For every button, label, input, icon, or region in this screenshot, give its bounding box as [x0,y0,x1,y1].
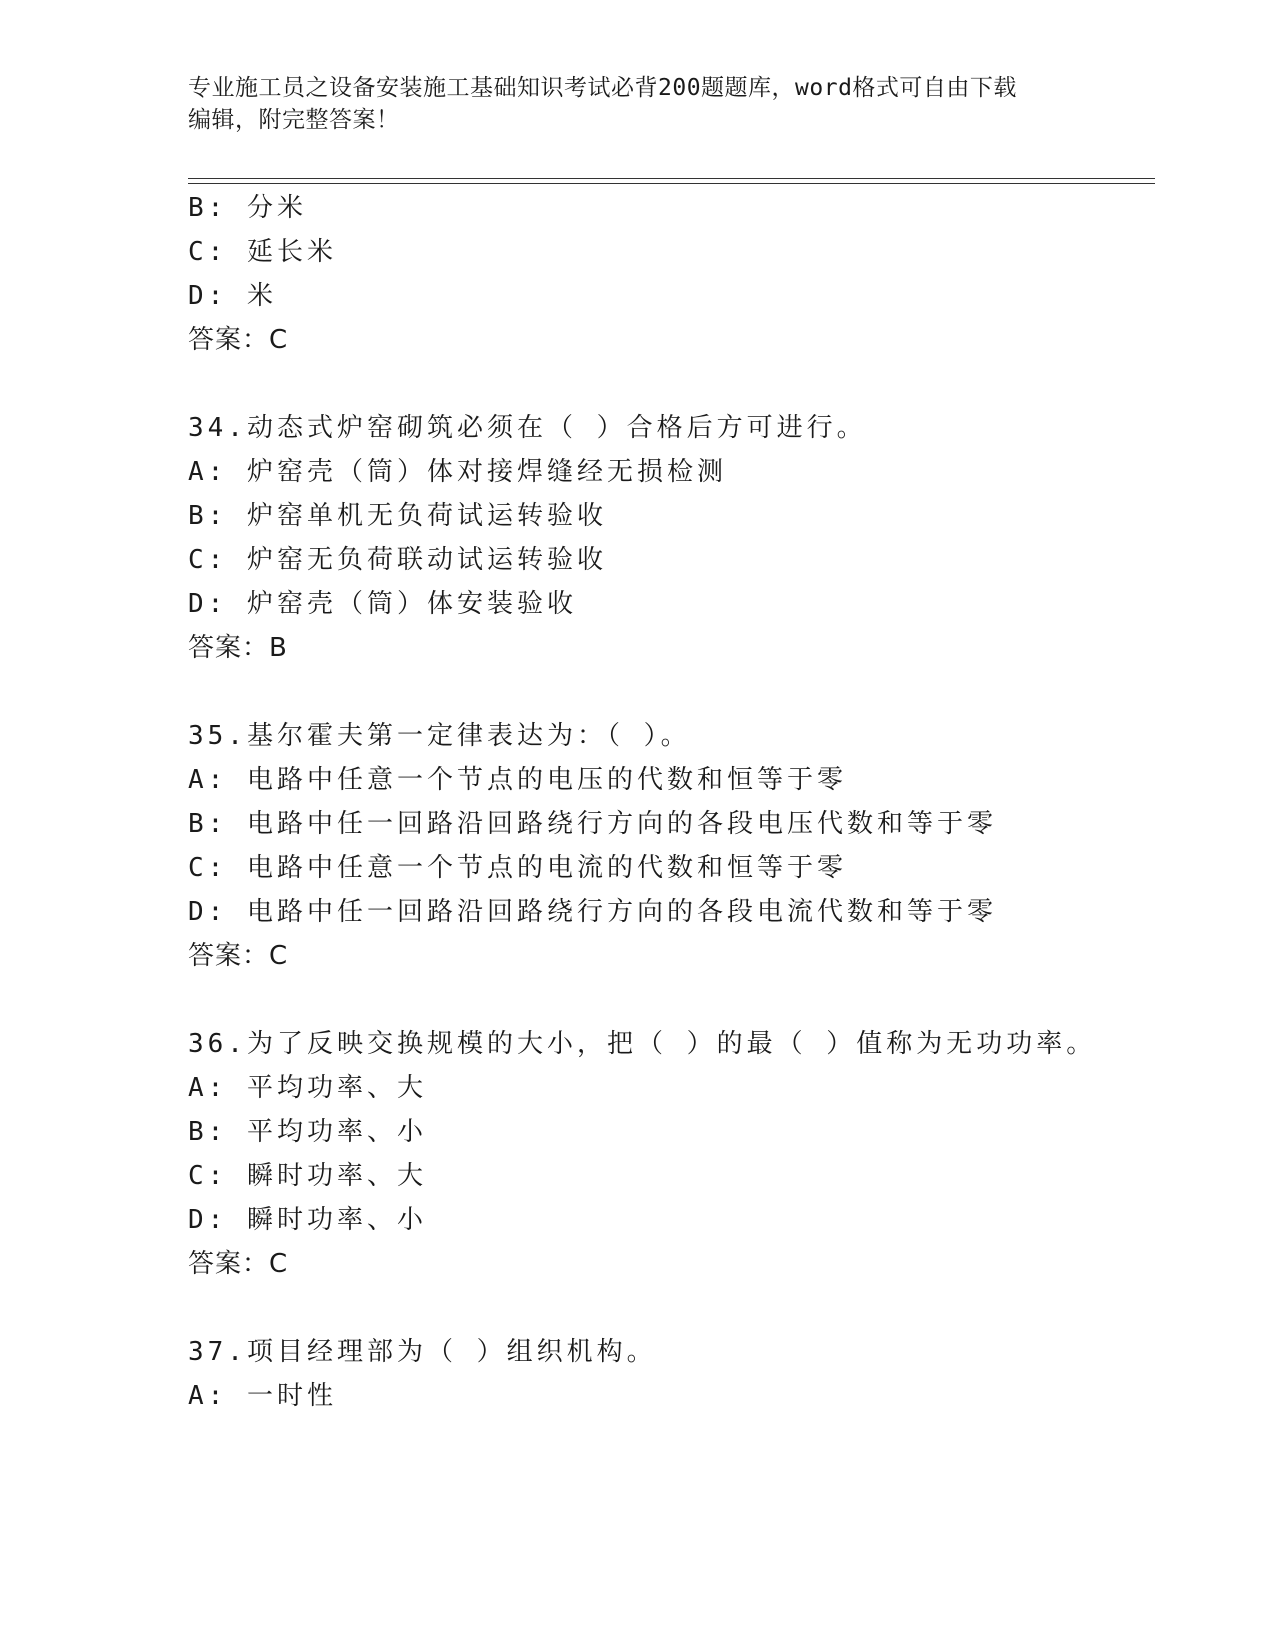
q36-question: 36.为了反映交换规模的大小，把（ ）的最（ ）值称为无功功率。 [188,1029,1097,1059]
q36-answer: 答案：C [188,1249,289,1279]
q35-option-d: D: 电路中任一回路沿回路绕行方向的各段电流代数和等于零 [188,897,997,927]
q37-question: 37.项目经理部为（ ）组织机构。 [188,1337,657,1367]
q33-option-b: B: 分米 [188,193,307,223]
q33-answer: 答案：C [188,325,289,355]
q34-option-a: A: 炉窑壳（筒）体对接焊缝经无损检测 [188,457,727,487]
header-divider-top [188,178,1155,179]
document-header [188,72,1088,136]
q34-option-d: D: 炉窑壳（筒）体安装验收 [188,589,577,619]
q36-option-b: B: 平均功率、小 [188,1117,427,1147]
header-title-line-2: 编辑，附完整答案！ [188,107,400,133]
q34-answer: 答案：B [188,633,288,663]
q34-question: 34.动态式炉窑砌筑必须在（ ）合格后方可进行。 [188,413,867,443]
q35-option-a: A: 电路中任意一个节点的电压的代数和恒等于零 [188,765,847,795]
q35-question: 35.基尔霍夫第一定律表达为：（ ）。 [188,721,691,751]
q33-option-c: C: 延长米 [188,237,337,267]
q35-option-b: B: 电路中任一回路沿回路绕行方向的各段电压代数和等于零 [188,809,997,839]
q33-option-d: D: 米 [188,281,277,311]
header-divider-bottom [188,183,1155,184]
q35-option-c: C: 电路中任意一个节点的电流的代数和恒等于零 [188,853,847,883]
q37-option-a: A: 一时性 [188,1381,337,1411]
q35-answer: 答案：C [188,941,289,971]
q34-option-c: C: 炉窑无负荷联动试运转验收 [188,545,607,575]
header-title-line-1: 专业施工员之设备安装施工基础知识考试必背200题题库，word格式可自由下载 [188,75,1017,101]
q36-option-a: A: 平均功率、大 [188,1073,427,1103]
q36-option-c: C: 瞬时功率、大 [188,1161,427,1191]
q34-option-b: B: 炉窑单机无负荷试运转验收 [188,501,607,531]
q36-option-d: D: 瞬时功率、小 [188,1205,427,1235]
